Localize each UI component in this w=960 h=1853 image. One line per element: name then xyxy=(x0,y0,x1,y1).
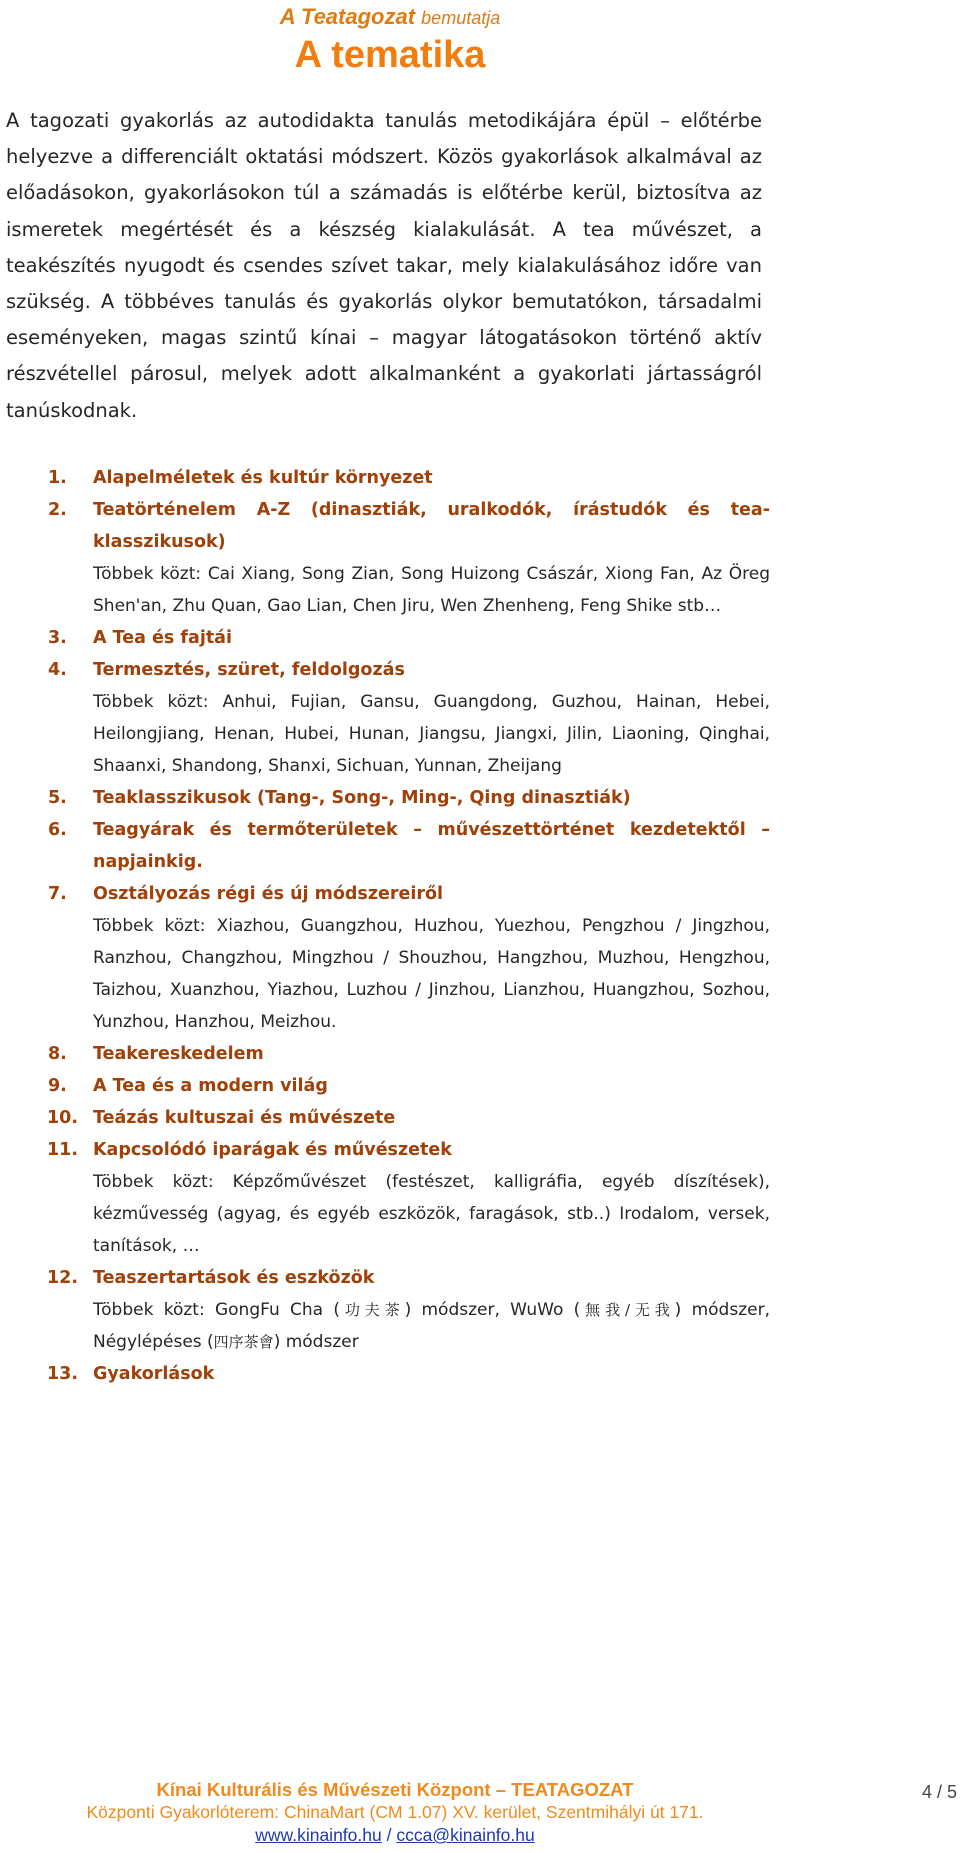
list-item-title: Alapelméletek és kultúr környezet xyxy=(93,468,433,488)
list-item-number: 9. xyxy=(48,1076,67,1096)
topic-list xyxy=(0,462,770,1390)
list-item-number: 6. xyxy=(48,820,67,840)
list-item-number: 11. xyxy=(47,1140,79,1160)
footer-links xyxy=(0,1824,790,1847)
list-item-title: Teaklasszikusok (Tang-, Song-, Ming-, Qing dinasztiák) xyxy=(93,788,631,808)
list-item xyxy=(0,814,770,878)
list-item xyxy=(0,494,770,622)
page-number: 4 / 5 xyxy=(922,1782,958,1802)
list-item-title: Teaszertartások és eszközök xyxy=(93,1268,375,1288)
list-item-details: Többek közt: Xiazhou, Guangzhou, Huzhou, Yuezhou, Pengzhou / Jingzhou, Ranzhou, Changzhou, Mingzhou / Shouzhou, Hangzhou, Muzhou, Hengzhou, Taizhou, Xuanzhou, Yiazhou, Luzhou / Jinzhou, Lianzhou, Huangzhou, Sozhou, Yunzhou, Hanzhou, Meizhou. xyxy=(93,916,770,1032)
page-footer xyxy=(0,1778,790,1847)
details-text: ) módszer, WuWo ( xyxy=(404,1300,581,1320)
email-link[interactable]: ccca@kinainfo.hu xyxy=(396,1825,535,1845)
cjk-text: 無我/无我 xyxy=(580,1301,675,1319)
website-link[interactable]: www.kinainfo.hu xyxy=(255,1825,382,1845)
page-title: A tematika xyxy=(294,34,486,76)
cjk-text: 功夫茶 xyxy=(340,1301,405,1319)
list-item xyxy=(0,782,770,814)
list-item-number: 2. xyxy=(48,500,67,520)
details-text: ) módszer, Négylépéses ( xyxy=(93,1300,770,1352)
list-item-title: Teázás kultuszai és művészete xyxy=(93,1108,396,1128)
list-item-number: 4. xyxy=(48,660,67,680)
link-separator: / xyxy=(381,1825,397,1845)
list-item-number: 1. xyxy=(48,468,67,488)
list-item-title: Osztályozás régi és új módszereiről xyxy=(93,884,444,904)
list-item-title: Teagyárak és termőterületek – művészettörténet kezdetektől – napjainkig. xyxy=(93,820,770,872)
list-item-title: Teatörténelem A-Z (dinasztiák, uralkodók, írástudók és tea-klasszikusok) xyxy=(93,500,770,552)
footer-organization: Kínai Kulturális és Művészeti Központ – TEATAGOZAT xyxy=(156,1779,634,1800)
list-item xyxy=(0,1102,770,1134)
list-item-title: A Tea és fajtái xyxy=(93,628,232,648)
list-item-title: Teakereskedelem xyxy=(93,1044,264,1064)
cjk-text: 四序茶會 xyxy=(213,1333,274,1351)
header-subtitle-rest: bemutatja xyxy=(421,8,501,28)
list-item-details xyxy=(93,1294,770,1358)
list-item-number: 13. xyxy=(47,1364,79,1384)
list-item xyxy=(0,654,770,782)
header-subtitle xyxy=(0,4,780,31)
list-item-number: 3. xyxy=(48,628,67,648)
list-item-title: A Tea és a modern világ xyxy=(93,1076,328,1096)
list-item-title: Kapcsolódó iparágak és művészetek xyxy=(93,1140,452,1160)
footer-address: Központi Gyakorlóterem: ChinaMart (CM 1.07) XV. kerület, Szentmihályi út 171. xyxy=(86,1802,704,1822)
details-text: ) módszer xyxy=(273,1332,359,1352)
document-header xyxy=(0,4,780,77)
list-item xyxy=(0,1038,770,1070)
list-item xyxy=(0,878,770,1038)
list-item xyxy=(0,1070,770,1102)
list-item-number: 8. xyxy=(48,1044,67,1064)
list-item-title: Gyakorlások xyxy=(93,1364,215,1384)
list-item-number: 12. xyxy=(47,1268,79,1288)
header-subtitle-bold: A Teatagozat xyxy=(279,4,416,29)
intro-paragraph: A tagozati gyakorlás az autodidakta tanulás metodikájára épül – előtérbe helyezve a differenciált oktatási módszert. Közös gyakorlások alkalmával az előadásokon, gyakorlásokon túl a számadás is előtérbe kerül, biztosítva az ismeretek megértését és a készség kialakulását. A tea művészet, a teakészítés nyugodt és csendes szívet takar, mely kialakulásához időre van szükség. A többéves tanulás és gyakorlás olykor bemutatókon, társadalmi eseményeken, magas szintű kínai – magyar látogatásokon történő aktív részvétellel párosul, melyek adott alkalmanként a gyakorlati jártasságról tanúskodnak. xyxy=(6,109,762,422)
list-item xyxy=(0,622,770,654)
list-item-details: Többek közt: Cai Xiang, Song Zian, Song Huizong Császár, Xiong Fan, Az Öreg Shen'an, Zhu Quan, Gao Lian, Chen Jiru, Wen Zhenheng, Feng Shike stb… xyxy=(93,564,770,616)
list-item-number: 10. xyxy=(47,1108,79,1128)
details-text: Többek közt: GongFu Cha ( xyxy=(93,1300,341,1320)
list-item-number: 7. xyxy=(48,884,67,904)
list-item-title: Termesztés, szüret, feldolgozás xyxy=(93,660,405,680)
list-item-number: 5. xyxy=(48,788,67,808)
list-item xyxy=(0,462,770,494)
list-item xyxy=(0,1134,770,1262)
list-item xyxy=(0,1358,770,1390)
list-item-details: Többek közt: Anhui, Fujian, Gansu, Guangdong, Guzhou, Hainan, Hebei, Heilongjiang, Henan, Hubei, Hunan, Jiangsu, Jiangxi, Jilin, Liaoning, Qinghai, Shaanxi, Shandong, Shanxi, Sichuan, Yunnan, Zheijang xyxy=(93,692,770,776)
list-item-details: Többek közt: Képzőművészet (festészet, kalligráfia, egyéb díszítések), kézművesség (agyag, és egyéb eszközök, faragások, stb..) Irodalom, versek, tanítások, … xyxy=(93,1172,770,1256)
list-item xyxy=(0,1262,770,1358)
